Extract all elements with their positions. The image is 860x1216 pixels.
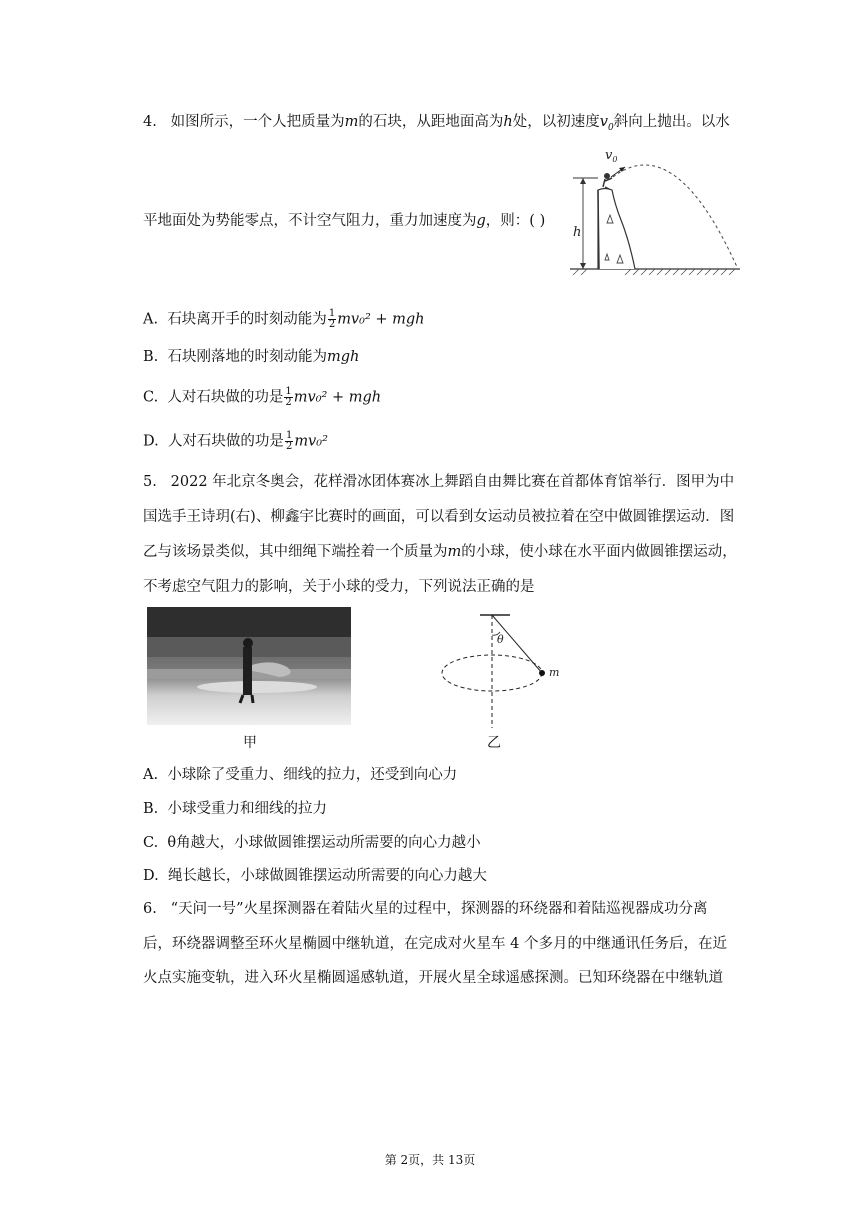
q4-text: 如图所示，一个人把质量为 [170,114,345,130]
fraction-half: $\frac{1}{2}$ [328,308,336,330]
q5-text: 2022 年北京冬奥会，花样滑冰团体赛冰上舞蹈自由舞比赛在首都体育馆举行．图甲为中 [170,474,735,490]
q4-text: 斜向上抛出。以水 [613,114,730,130]
q4-text: 平地面处为势能零点，不计空气阻力，重力加速度为 [143,213,477,229]
q4-line1 [143,112,730,138]
q5-line4: 不考虑空气阻力的影响，关于小球的受力，下列说法正确的是 [143,579,535,595]
figure-label-jia: 甲 [243,735,257,751]
q4-figure-v0-label: $v_0$ [605,148,618,164]
q4-number: 4. [143,114,157,130]
q4-var-g: g [476,213,486,229]
theta-label: θ [497,633,504,646]
figure-label-yi: 乙 [487,735,501,751]
q6-line1 [143,899,708,919]
q4-option-b[interactable]: B. 石块刚落地的时刻动能为mgh [143,349,360,365]
q4-option-d[interactable]: D. 人对石块做的功是 $\frac{1}{2}$ mv₀² [143,430,328,452]
q5-option-c[interactable]: C. θ角越大，小球做圆锥摆运动所需要的向心力越小 [143,835,481,851]
q4-option-a[interactable]: A. 石块离开手的时刻动能为 $\frac{1}{2}$ mv₀² + mgh [143,308,425,330]
q4-var-m: m [344,114,359,130]
page-footer: 第 2页，共 13页 [384,1153,476,1167]
mass-label: m [549,666,560,679]
q5-option-d[interactable]: D. 绳长越长，小球做圆锥摆运动所需要的向心力越大 [143,868,487,884]
q4-line2 [143,211,545,231]
q5-option-b[interactable]: B. 小球受重力和细线的拉力 [143,801,327,817]
q5-number: 5. [143,474,157,490]
q4-figure-h-label: h [573,225,582,240]
q5-photo-figure-skating [147,607,351,725]
q5-line2: 国选手王诗玥(右)、柳鑫宇比赛时的画面，可以看到女运动员被拉着在空中做圆锥摆运动．图 [143,509,735,525]
q5-line1 [143,472,734,492]
q4-var-h: h [503,114,513,130]
q6-line3: 火点实施变轨，进入环火星椭圆遥感轨道，开展火星全球遥感探测。已知环绕器在中继轨道 [143,970,723,986]
q6-text: “天问一号”火星探测器在着陆火星的过程中，探测器的环绕器和着陆巡视器成功分离 [170,901,708,917]
fraction-half: $\frac{1}{2}$ [285,430,293,452]
q6-line2: 后，环绕器调整至环火星椭圆中继轨道，在完成对火星车 4 个多月的中继通讯任务后，在近 [143,936,727,952]
q4-text: 处，以初速度 [512,114,600,130]
q4-text: 的石块，从距地面高为 [358,114,504,130]
q4-figure-cliff [565,145,745,280]
q6-number: 6. [143,901,157,917]
q4-option-c[interactable]: C. 人对石块做的功是 $\frac{1}{2}$ mv₀² + mgh [143,386,382,408]
q4-text: ，则：( ) [485,213,546,229]
q5-figure-conical-pendulum [430,610,570,730]
fraction-half: $\frac{1}{2}$ [285,386,292,408]
q4-var-v0: $v_0$ [599,114,614,133]
q5-line3: 乙与该场景类似，其中细绳下端拴着一个质量为m的小球，使小球在水平面内做圆锥摆运动， [143,544,737,560]
q5-option-a[interactable]: A. 小球除了受重力、细线的拉力，还受到向心力 [143,767,458,783]
